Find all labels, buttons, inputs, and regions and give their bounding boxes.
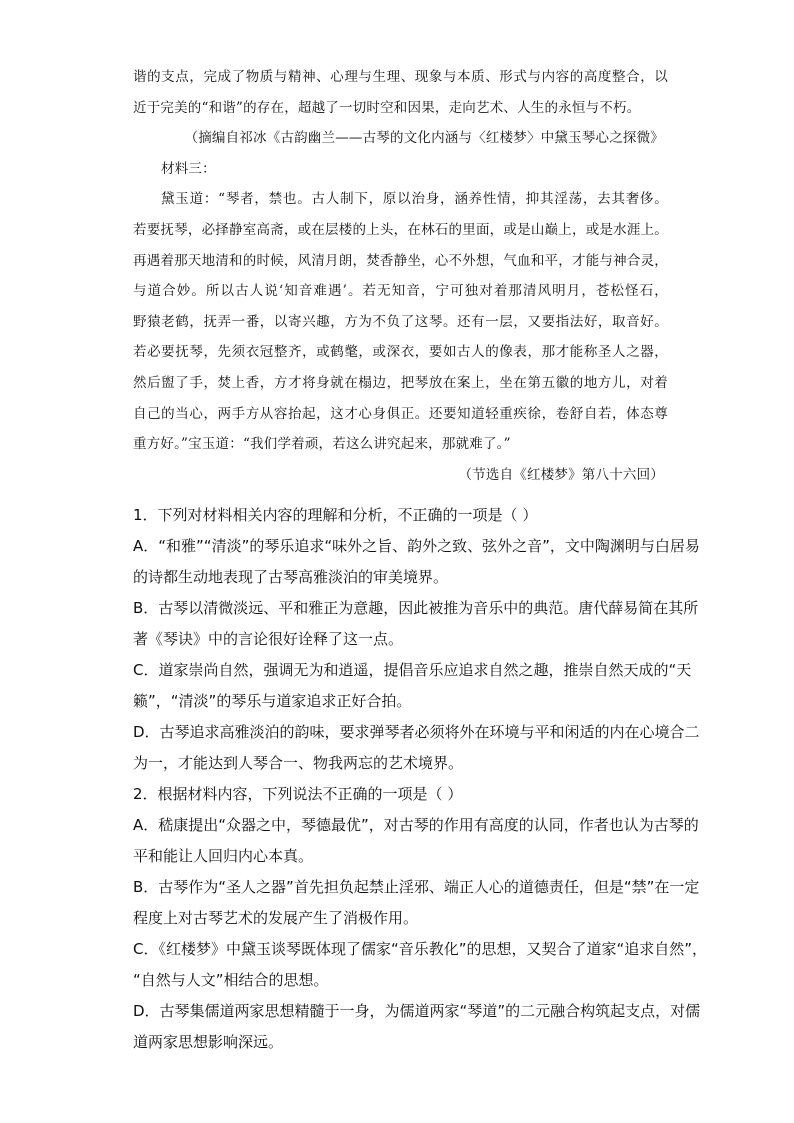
option-line: D．古琴集儒道两家思想精髓于一身，为儒道两家“琴道”的二元融合构筑起支点，对儒	[133, 1002, 701, 1020]
option-line: 的诗都生动地表现了古琴高雅淡泊的审美境界。	[133, 568, 449, 586]
material-line: 与道合妙。所以古人说‘知音难遇’。若无知音，宁可独对着那清风明月，苍松怪石，	[133, 283, 668, 300]
material-label: 材料三：	[161, 160, 216, 177]
material-line: 近于完美的“和谐”的存在，超越了一切时空和因果，走向艺术、人生的永恒与不朽。	[133, 99, 641, 116]
material-line: 再遇着那天地清和的时候，风清月朗，焚香静坐，心不外想，气血和平，才能与神合灵，	[133, 252, 668, 269]
material-line: 重方好。”宝玉道：“我们学着顽，若这么讲究起来，那就难了。”	[133, 436, 511, 453]
question-stem: 1．下列对材料相关内容的理解和分析，不正确的一项是（ ）	[133, 506, 538, 524]
option-line: D．古琴追求高雅淡泊的韵味，要求弹琴者必须将外在环境与平和闲适的内在心境合二	[133, 723, 700, 741]
material-line: 野猿老鹤，抚弄一番，以寄兴趣，方为不负了这琴。还有一层，又要指法好，取音好。	[133, 313, 668, 330]
material-source: （节选自《红楼梦》第八十六回）	[458, 466, 664, 483]
option-line: A．“和雅”“清淡”的琴乐追求“味外之旨、韵外之致、弦外之音”，文中陶渊明与白居易	[133, 537, 700, 555]
question-stem: 2．根据材料内容，下列说法不正确的一项是（ ）	[133, 785, 463, 803]
option-line: “自然与人文”相结合的思想。	[133, 971, 329, 989]
material-passage	[133, 62, 668, 490]
material-source: （摘编自祁冰《古韵幽兰——古琴的文化内涵与〈红楼梦〉中黛玉琴心之探微》	[184, 130, 664, 147]
option-line: C．《红楼梦》中黛玉谈琴既体现了儒家“音乐教化”的思想，又契合了道家“追求自然”，	[133, 940, 708, 958]
material-line: 自己的当心，两手方从容抬起，这才心身俱正。还要知道轻重疾徐，卷舒自若，体态尊	[133, 405, 668, 422]
option-line: 道两家思想影响深远。	[133, 1033, 284, 1051]
option-line: 为一，才能达到人琴合一、物我两忘的艺术境界。	[133, 754, 464, 772]
material-line: 若要抚琴，必择静室高斋，或在层楼的上头，在林石的里面，或是山巅上，或是水涯上。	[133, 221, 668, 238]
material-line: 然后盥了手，焚上香，方才将身就在榻边，把琴放在案上，坐在第五徽的地方儿，对着	[133, 374, 668, 391]
option-line: A．嵇康提出“众器之中，琴德最优”，对古琴的作用有高度的认同，作者也认为古琴的	[133, 816, 699, 834]
option-line: B．古琴作为“圣人之器”首先担负起禁止淫邪、端正人心的道德责任，但是“禁”在一定	[133, 878, 700, 896]
option-line: 平和能让人回归内心本真。	[133, 847, 314, 865]
material-line: 黛玉道：“琴者，禁也。古人制下，原以治身，涵养性情，抑其淫荡，去其奢侈。	[161, 191, 668, 208]
option-line: B．古琴以清微淡远、平和雅正为意趣，因此被推为音乐中的典范。唐代薛易简在其所	[133, 599, 699, 617]
question-section	[133, 500, 708, 1058]
option-line: 程度上对古琴艺术的发展产生了消极作用。	[133, 909, 419, 927]
option-line: 籁”，“清淡”的琴乐与道家追求正好合拍。	[133, 692, 412, 710]
option-line: 著《琴诀》中的言论很好诠释了这一点。	[133, 630, 404, 648]
material-line: 谐的支点，完成了物质与精神、心理与生理、现象与本质、形式与内容的高度整合，以	[133, 69, 668, 85]
material-line: 若必要抚琴，先须衣冠整齐，或鹤氅，或深衣，要如古人的像表，那才能称圣人之器，	[133, 344, 668, 361]
option-line: C．道家崇尚自然，强调无为和逍遥，提倡音乐应追求自然之趣，推崇自然天成的“天	[133, 661, 692, 679]
